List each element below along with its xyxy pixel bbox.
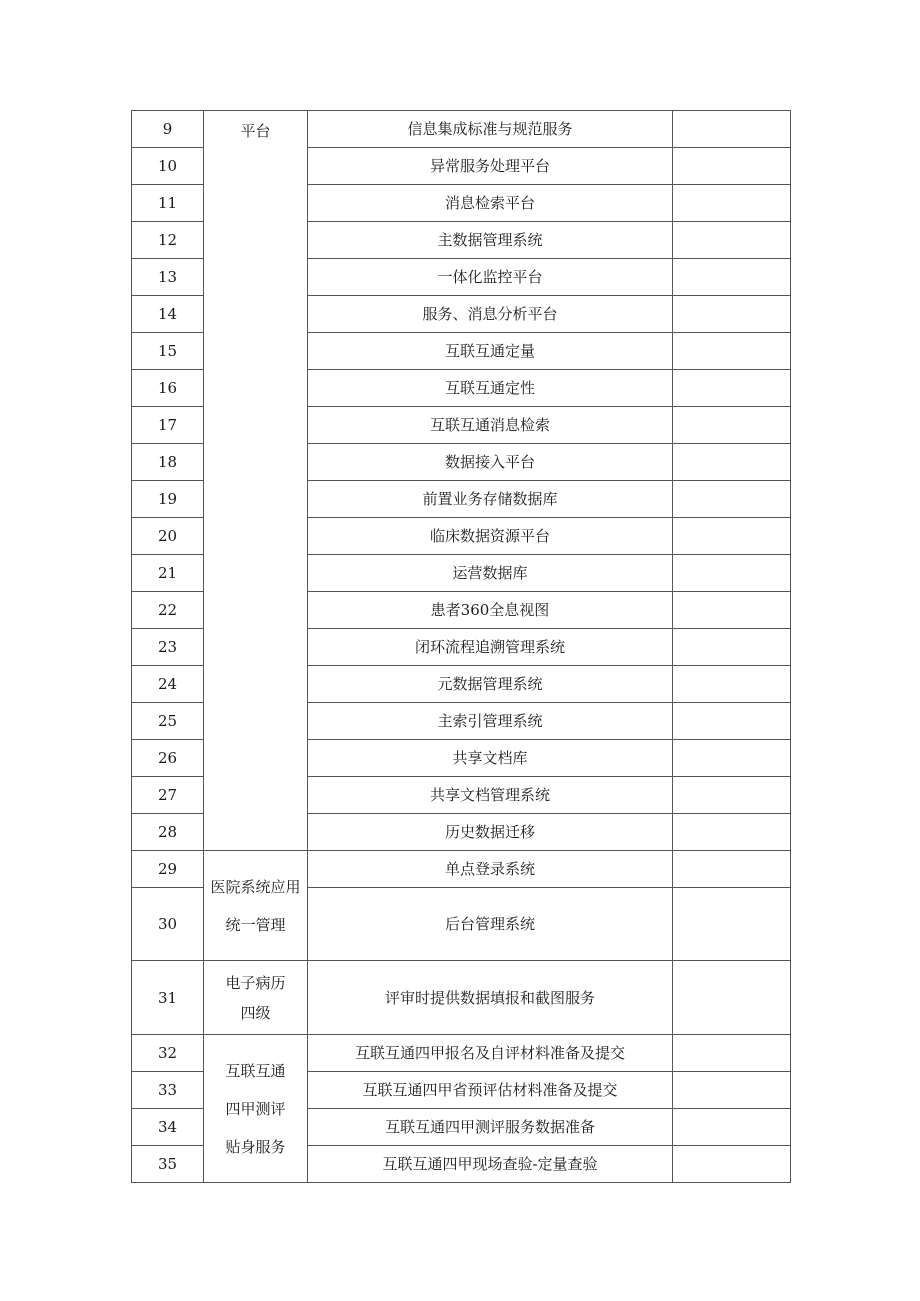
remark-cell: [673, 888, 791, 961]
row-number: 12: [132, 222, 204, 259]
remark-cell: [673, 518, 791, 555]
item-name: 互联互通四甲现场查验-定量查验: [308, 1146, 673, 1183]
row-number: 10: [132, 148, 204, 185]
row-number: 29: [132, 851, 204, 888]
item-name: 互联互通消息检索: [308, 407, 673, 444]
remark-cell: [673, 148, 791, 185]
row-number: 22: [132, 592, 204, 629]
remark-cell: [673, 703, 791, 740]
category-platform: 平台: [240, 122, 271, 140]
row-number: 14: [132, 296, 204, 333]
item-name: 单点登录系统: [308, 851, 673, 888]
row-number: 28: [132, 814, 204, 851]
row-number: 33: [132, 1072, 204, 1109]
row-number: 15: [132, 333, 204, 370]
item-name: 患者360全息视图: [308, 592, 673, 629]
table-row: [132, 961, 791, 1035]
row-number: 20: [132, 518, 204, 555]
row-number: 9: [132, 111, 204, 148]
row-number: 27: [132, 777, 204, 814]
row-number: 25: [132, 703, 204, 740]
row-number: 26: [132, 740, 204, 777]
remark-cell: [673, 814, 791, 851]
item-name: 数据接入平台: [308, 444, 673, 481]
row-number: 21: [132, 555, 204, 592]
item-name: 互联互通定量: [308, 333, 673, 370]
table-row: [132, 851, 791, 888]
remark-cell: [673, 296, 791, 333]
row-number: 34: [132, 1109, 204, 1146]
item-name: 后台管理系统: [308, 888, 673, 961]
item-name: 服务、消息分析平台: [308, 296, 673, 333]
remark-cell: [673, 592, 791, 629]
row-number: 19: [132, 481, 204, 518]
category-cell: [204, 1035, 308, 1183]
category-sso-sso_line2: 统一管理: [225, 915, 286, 934]
table-row: [132, 1035, 791, 1072]
remark-cell: [673, 1109, 791, 1146]
remark-cell: [673, 333, 791, 370]
item-name: 闭环流程追溯管理系统: [308, 629, 673, 666]
category-emr-emr_line1: 电子病历: [225, 973, 286, 992]
remark-cell: [673, 111, 791, 148]
category-cell: [204, 111, 308, 851]
remark-cell: [673, 1146, 791, 1183]
remark-cell: [673, 777, 791, 814]
remark-cell: [673, 666, 791, 703]
item-name: 信息集成标准与规范服务: [308, 111, 673, 148]
row-number: 30: [132, 888, 204, 961]
item-name: 主索引管理系统: [308, 703, 673, 740]
item-name: 元数据管理系统: [308, 666, 673, 703]
remark-cell: [673, 185, 791, 222]
item-name: 互联互通四甲省预评估材料准备及提交: [308, 1072, 673, 1109]
category-hie-hie_line2: 四甲测评: [225, 1099, 286, 1118]
row-number: 32: [132, 1035, 204, 1072]
item-name: 共享文档管理系统: [308, 777, 673, 814]
category-hie-hie_line3: 贴身服务: [225, 1137, 286, 1156]
item-name: 消息检索平台: [308, 185, 673, 222]
row-number: 24: [132, 666, 204, 703]
item-name: 互联互通四甲报名及自评材料准备及提交: [308, 1035, 673, 1072]
table-row: [132, 111, 791, 148]
item-name: 主数据管理系统: [308, 222, 673, 259]
category-cell: [204, 851, 308, 961]
row-number: 31: [132, 961, 204, 1035]
remark-cell: [673, 740, 791, 777]
category-cell: [204, 961, 308, 1035]
item-table: [131, 110, 791, 1183]
remark-cell: [673, 222, 791, 259]
item-name: 互联互通四甲测评服务数据准备: [308, 1109, 673, 1146]
remark-cell: [673, 555, 791, 592]
item-name: 共享文档库: [308, 740, 673, 777]
remark-cell: [673, 259, 791, 296]
item-name: 历史数据迁移: [308, 814, 673, 851]
category-emr-emr_line2: 四级: [240, 1003, 271, 1022]
remark-cell: [673, 407, 791, 444]
row-number: 35: [132, 1146, 204, 1183]
remark-cell: [673, 444, 791, 481]
row-number: 16: [132, 370, 204, 407]
item-name: 前置业务存储数据库: [308, 481, 673, 518]
row-number: 17: [132, 407, 204, 444]
item-name: 评审时提供数据填报和截图服务: [308, 961, 673, 1035]
remark-cell: [673, 961, 791, 1035]
item-name: 异常服务处理平台: [308, 148, 673, 185]
row-number: 18: [132, 444, 204, 481]
row-number: 13: [132, 259, 204, 296]
item-name: 互联互通定性: [308, 370, 673, 407]
row-number: 23: [132, 629, 204, 666]
remark-cell: [673, 851, 791, 888]
remark-cell: [673, 629, 791, 666]
item-name: 运营数据库: [308, 555, 673, 592]
remark-cell: [673, 370, 791, 407]
item-name: 一体化监控平台: [308, 259, 673, 296]
row-number: 11: [132, 185, 204, 222]
remark-cell: [673, 481, 791, 518]
remark-cell: [673, 1072, 791, 1109]
category-sso-sso_line1: 医院系统应用: [210, 877, 301, 896]
category-hie-hie_line1: 互联互通: [225, 1061, 286, 1080]
item-name: 临床数据资源平台: [308, 518, 673, 555]
remark-cell: [673, 1035, 791, 1072]
